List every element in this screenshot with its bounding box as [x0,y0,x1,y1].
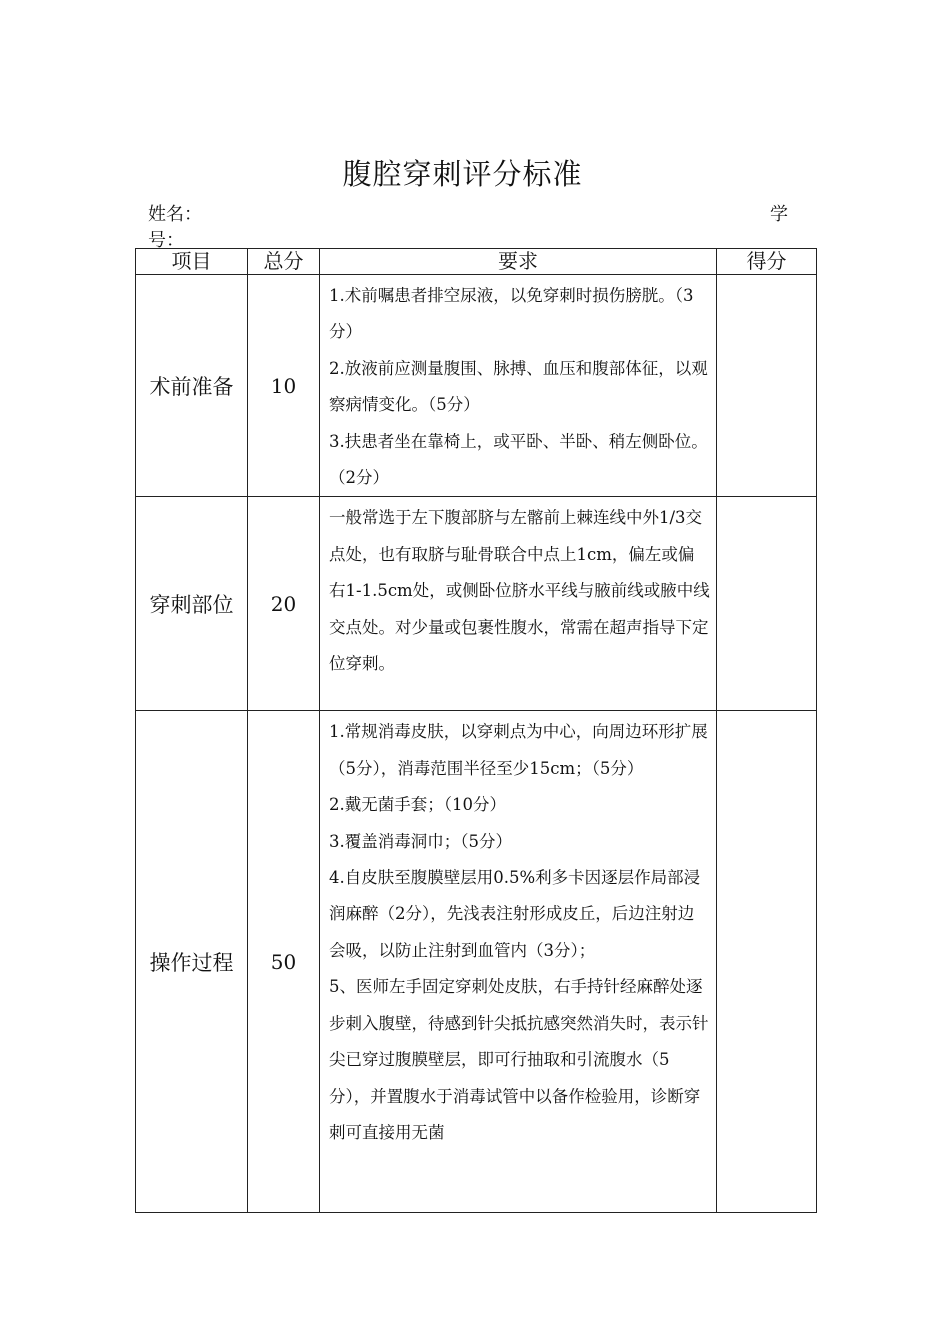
row-requirements [320,711,717,1213]
requirement-text: 2.放液前应测量腹围、脉搏、血压和腹部体征，以观察病情变化。（5分） [329,358,708,415]
requirement-text: 一般常选于左下腹部脐与左髂前上棘连线中外1/3交点处，也有取脐与耻骨联合中点上1cm，偏左或偏右1-1.5cm处，或侧卧位脐水平线与腋前线或腋中线交点处。对少量或包裹性腹水，常需在超声指导下定位穿刺。 [329,508,710,674]
table-row [136,497,817,711]
score-input-cell[interactable] [717,711,817,1213]
score-input-cell[interactable] [717,275,817,497]
table-row [136,275,817,497]
table-row [136,711,817,1213]
row-item: 操作过程 [136,711,248,1213]
row-total: 50 [248,711,320,1213]
name-label: 姓名： [148,204,202,225]
score-input-cell[interactable] [717,497,817,711]
requirement-text: 2.戴无菌手套；（10分） [329,795,506,815]
row-requirements [320,497,717,711]
header-item: 项目 [136,249,248,275]
requirement-text: 4.自皮肤至腹膜壁层用0.5%利多卡因逐层作局部浸润麻醉（2分），先浅表注射形成皮丘，后边注射边会吸，以防止注射到血管内（3分）； [329,868,701,960]
row-item: 穿刺部位 [136,497,248,711]
header-requirements: 要求 [320,249,717,275]
student-number-label-part2: 号： [148,230,184,251]
table-header-row [136,249,817,275]
requirement-text: 3.覆盖消毒洞巾；（5分） [329,831,512,851]
row-total: 20 [248,497,320,711]
row-requirements [320,275,717,497]
row-total: 10 [248,275,320,497]
header-total: 总分 [248,249,320,275]
row-item: 术前准备 [136,275,248,497]
header-score: 得分 [717,249,817,275]
requirement-text: 1.术前嘱患者排空尿液，以免穿刺时损伤膀胱。（3分） [329,286,694,342]
student-number-label-part1: 学 [770,204,788,225]
requirement-text: 3.扶患者坐在靠椅上，或平卧、半卧、稍左侧卧位。（2分） [329,431,708,488]
scoring-table [135,248,817,1213]
requirement-text: 1.常规消毒皮肤，以穿刺点为中心，向周边环形扩展（5分），消毒范围半径至少15cm；（5分） [329,722,708,778]
requirement-text: 5、医师左手固定穿刺处皮肤，右手持针经麻醉处逐步刺入腹壁，待感到针尖抵抗感突然消失时，表示针尖已穿过腹膜壁层，即可行抽取和引流腹水（5分），并置腹水于消毒试管中以备作检验用，诊断穿刺可直接用无菌 [329,977,709,1142]
document-title: 腹腔穿刺评分标准 [342,157,583,191]
